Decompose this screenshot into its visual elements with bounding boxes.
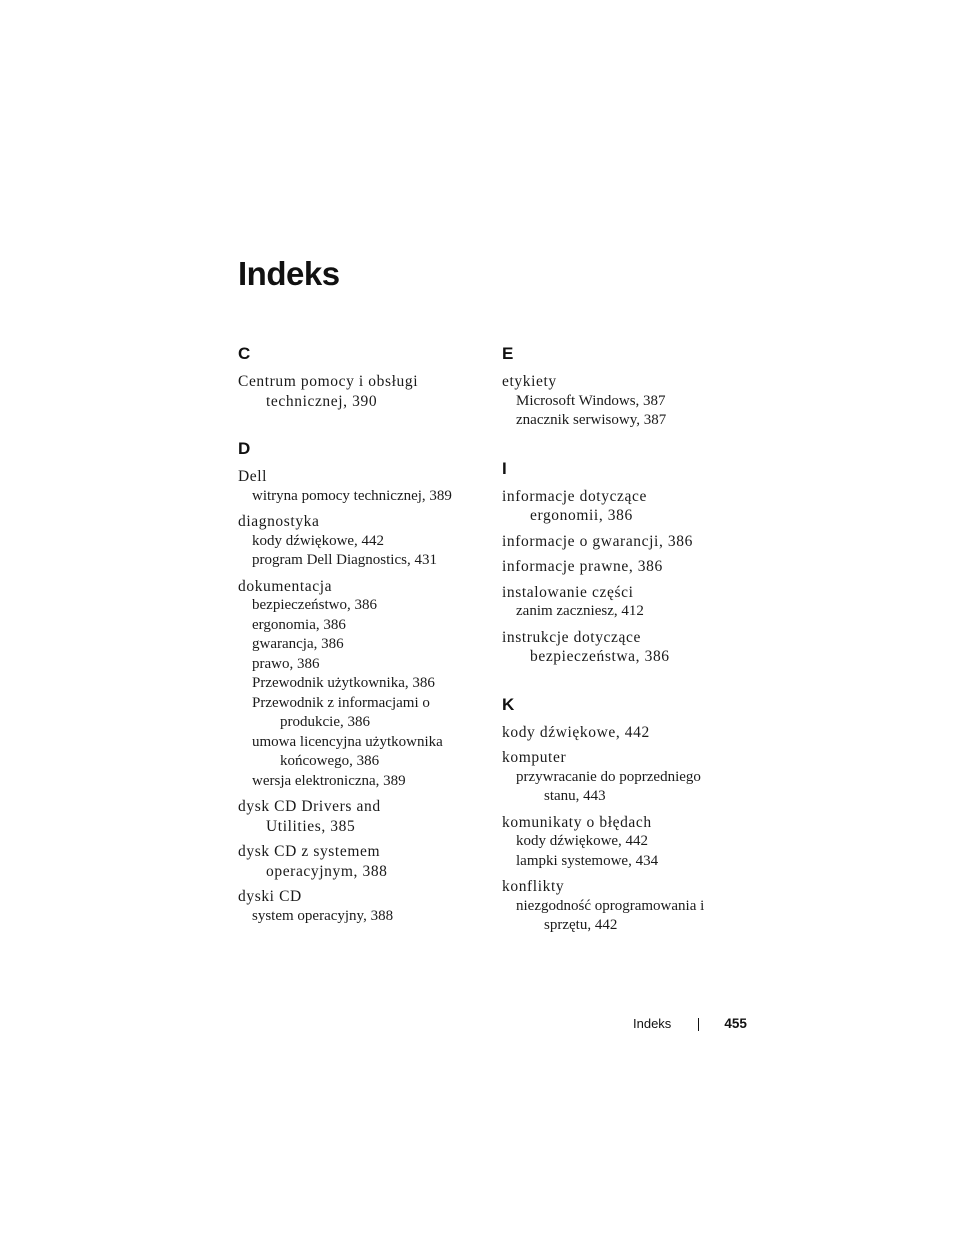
index-entry xyxy=(238,467,478,506)
index-term: dysk CD z systemem xyxy=(238,843,381,860)
index-entry xyxy=(502,723,742,743)
index-subentry: zanim zaczniesz, 412 xyxy=(516,603,644,619)
index-subentry: system operacyjny, 388 xyxy=(252,907,394,924)
index-entry xyxy=(238,797,478,836)
index-column-left xyxy=(238,344,478,932)
index-subentry: gwarancja, 386 xyxy=(252,636,344,652)
footer-label: Indeks xyxy=(633,1016,672,1031)
index-term: technicznej, 390 xyxy=(266,392,378,410)
index-term: ergonomii, 386 xyxy=(530,507,633,524)
index-section-c xyxy=(238,344,478,411)
index-entry xyxy=(238,887,478,926)
index-subentry: produkcie, 386 xyxy=(280,714,370,730)
index-subentry: lampki systemowe, 434 xyxy=(516,852,659,869)
index-subentry: kody dźwiękowe, 442 xyxy=(516,833,649,849)
section-letter: C xyxy=(238,344,251,363)
index-entry xyxy=(238,842,478,881)
index-term: konflikty xyxy=(502,878,565,895)
index-term: diagnostyka xyxy=(238,513,320,530)
index-entry xyxy=(502,748,742,807)
index-subentry: ergonomia, 386 xyxy=(252,616,346,633)
footer-separator xyxy=(698,1018,699,1031)
index-entry xyxy=(502,583,742,622)
index-section-k xyxy=(502,695,742,936)
index-subentry: wersja elektroniczna, 389 xyxy=(252,772,406,789)
page-title: Indeks xyxy=(238,255,340,292)
index-entry xyxy=(238,512,478,571)
index-term: dysk CD Drivers and xyxy=(238,798,381,815)
index-entry xyxy=(502,813,742,872)
index-entry xyxy=(502,532,742,552)
index-column-right xyxy=(502,344,742,942)
index-entry xyxy=(502,487,742,526)
index-subentry: kody dźwiękowe, 442 xyxy=(252,532,385,549)
index-term: informacje dotyczące xyxy=(502,487,647,505)
section-letter: D xyxy=(238,439,251,458)
index-subentry: program Dell Diagnostics, 431 xyxy=(252,552,437,568)
index-term: operacyjnym, 388 xyxy=(266,862,388,880)
index-subentry: sprzętu, 442 xyxy=(544,917,618,933)
index-term: bezpieczeństwa, 386 xyxy=(530,648,670,665)
index-subentry: niezgodność oprogramowania i xyxy=(516,897,705,914)
index-entry xyxy=(238,577,478,792)
index-term: informacje o gwarancji, 386 xyxy=(502,532,693,550)
index-entry xyxy=(502,557,742,577)
index-subentry: prawo, 386 xyxy=(252,655,320,672)
index-term: dokumentacja xyxy=(238,577,333,595)
index-subentry: bezpieczeństwo, 386 xyxy=(252,597,377,613)
index-term: komunikaty o błędach xyxy=(502,813,652,831)
index-term: informacje prawne, 386 xyxy=(502,558,663,575)
index-term: dyski CD xyxy=(238,888,302,905)
index-section-e xyxy=(502,344,742,431)
index-subentry: witryna pomocy technicznej, 389 xyxy=(252,487,452,504)
index-subentry: umowa licencyjna użytkownika xyxy=(252,733,443,750)
section-letter: E xyxy=(502,344,514,363)
section-letter: K xyxy=(502,694,515,714)
page-number: 455 xyxy=(724,1016,747,1031)
index-subentry: Przewodnik użytkownika, 386 xyxy=(252,675,435,691)
index-subentry: Microsoft Windows, 387 xyxy=(516,392,666,409)
index-entry xyxy=(502,628,742,667)
index-term: instrukcje dotyczące xyxy=(502,628,641,646)
index-section-i xyxy=(502,459,742,667)
index-subentry: końcowego, 386 xyxy=(280,753,380,769)
index-subentry: przywracanie do poprzedniego xyxy=(516,768,701,785)
index-subentry: Przewodnik z informacjami o xyxy=(252,694,430,711)
index-term: instalowanie części xyxy=(502,583,634,601)
index-section-d xyxy=(238,439,478,926)
index-term: Centrum pomocy i obsługi xyxy=(238,373,419,390)
index-term: Dell xyxy=(238,468,268,485)
index-subentry: znacznik serwisowy, 387 xyxy=(516,412,667,428)
index-subentry: stanu, 443 xyxy=(544,788,606,804)
index-entry xyxy=(502,877,742,936)
index-term: etykiety xyxy=(502,373,557,390)
index-entry xyxy=(238,372,478,411)
index-term: komputer xyxy=(502,749,567,766)
page-footer xyxy=(633,1014,747,1034)
index-entry xyxy=(502,372,742,431)
index-term: Utilities, 385 xyxy=(266,817,356,835)
index-term: kody dźwiękowe, 442 xyxy=(502,723,650,741)
section-letter: I xyxy=(502,458,507,478)
